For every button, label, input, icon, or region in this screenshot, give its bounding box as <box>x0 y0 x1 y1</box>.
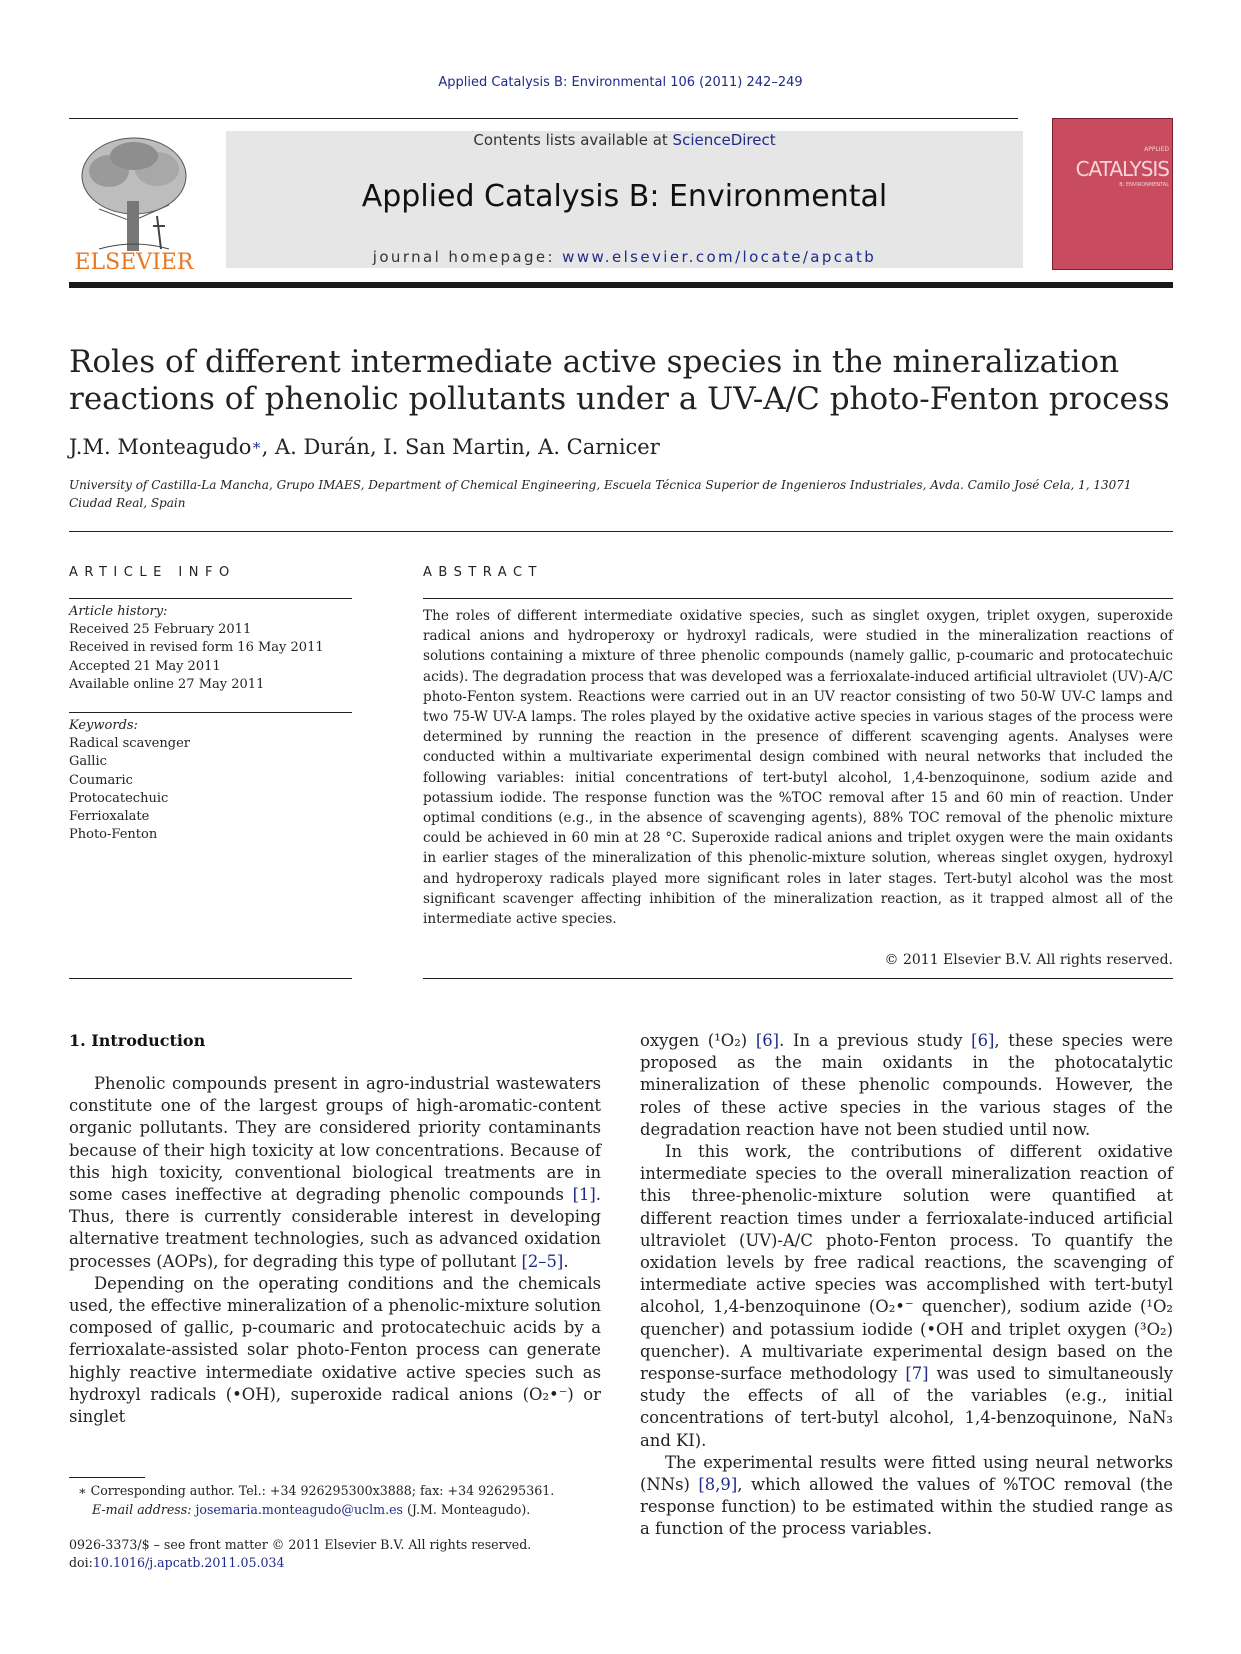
text-run: The experimental results were fitted using neural networks (NNs) <box>640 1452 1173 1495</box>
text-run: , these species were proposed as the main oxidants in the photocatalytic mineralization of these phenolic compounds. However, the roles of these active species in the various stages of the degradation reaction have not been studied until now. <box>640 1031 1173 1139</box>
keyword-item: Photo-Fenton <box>69 827 158 843</box>
history-label: Article history: <box>69 604 168 619</box>
history-online: Available online 27 May 2011 <box>69 676 265 692</box>
header-thick-rule <box>69 282 1173 288</box>
corresponding-author-note <box>78 1482 608 1501</box>
text-run: . <box>563 1251 569 1271</box>
text-run: , which allowed the values of %TOC removal (the response function) to be estimated within the studied range as a function of the process variables. <box>640 1475 1173 1539</box>
journal-banner <box>226 131 1023 268</box>
text-run: In this work, the contributions of different oxidative intermediate species to the overall mineralization reaction of this three-phenolic-mixture solution were quantified at different reaction times under a ferrioxalate-induced artificial ultraviolet (UV)-A/C photo-Fenton process. To quantify the oxidation levels by free radical reactions, the scavenging of intermediate active species was accomplished with tert-butyl alcohol, 1,4-benzoquinone (O₂•⁻ quencher), sodium azide (¹O₂ quencher) and potassium iodide (•OH and triplet oxygen (³O₂) quencher). A multivariate experimental design based on the response-surface methodology <box>640 1142 1173 1384</box>
intro-paragraph-3 <box>640 1030 1173 1141</box>
article-title: Roles of different intermediate active species in the mineralization reactions of phenolic pollutants under a UV-A/C photo-Fenton process <box>69 344 1170 417</box>
header-rule <box>69 118 1018 119</box>
cover-subtitle: B: ENVIRONMENTAL <box>1119 182 1169 188</box>
homepage-link[interactable]: www.elsevier.com/locate/apcatb <box>562 248 877 266</box>
keywords-label: Keywords: <box>69 718 138 733</box>
email-suffix: (J.M. Monteagudo). <box>403 1501 531 1517</box>
citation-link[interactable]: [6] <box>971 1031 995 1050</box>
article-history <box>69 603 352 694</box>
intro-paragraph-5 <box>640 1452 1173 1541</box>
history-received: Received 25 February 2011 <box>69 622 252 638</box>
issn-line: 0926-3373/$ – see front matter © 2011 Elsevier B.V. All rights reserved. <box>69 1537 532 1552</box>
sciencedirect-link[interactable]: ScienceDirect <box>672 131 776 149</box>
footnote-rule <box>69 1477 145 1478</box>
history-accepted: Accepted 21 May 2011 <box>69 658 221 674</box>
keyword-item: Coumaric <box>69 772 133 788</box>
text-run: oxygen (¹O₂) <box>640 1031 756 1050</box>
author-list <box>69 435 1173 459</box>
article-info-heading: ARTICLE INFO <box>69 565 236 580</box>
journal-title: Applied Catalysis B: Environmental <box>361 179 888 214</box>
front-matter <box>69 1536 669 1572</box>
citation-link[interactable]: [6] <box>755 1031 780 1050</box>
citation-link[interactable]: [1] <box>572 1185 596 1205</box>
other-authors: , A. Durán, I. San Martin, A. Carnicer <box>261 435 660 459</box>
corresponding-author-mark[interactable]: ∗ <box>251 436 262 454</box>
article-info-rule <box>69 598 352 599</box>
journal-cover-thumbnail[interactable] <box>1052 118 1173 270</box>
homepage-label: journal homepage: <box>372 248 563 266</box>
section-heading-introduction: 1. Introduction <box>69 1031 206 1050</box>
footnote-text: Corresponding author. Tel.: +34 926295300x3888; fax: +34 926295361. <box>86 1483 555 1498</box>
keyword-item: Gallic <box>69 754 107 770</box>
contents-line <box>226 131 1023 149</box>
citation-link[interactable]: [2–5] <box>521 1251 564 1271</box>
doi-link[interactable]: 10.1016/j.apcatb.2011.05.034 <box>92 1555 285 1570</box>
citation-link[interactable]: [7] <box>905 1364 929 1384</box>
affiliation: University of Castilla-La Mancha, Grupo IMAES, Department of Chemical Engineering, Escuela Técnica Superior de Ingenieros Industriales, Avda. Camilo José Cela, 1, 13071 Ciudad Real, Spain <box>69 478 1132 510</box>
abstract-rule <box>423 598 1173 599</box>
keyword-item: Protocatechuic <box>69 790 169 806</box>
info-end-rule <box>69 978 352 979</box>
section-rule <box>69 531 1173 532</box>
cover-title: CATALYSIS <box>1075 157 1169 181</box>
abstract-heading: ABSTRACT <box>423 565 543 580</box>
footnote <box>78 1482 608 1519</box>
abstract-copyright: © 2011 Elsevier B.V. All rights reserved. <box>884 952 1173 968</box>
doi-label: doi: <box>69 1555 93 1570</box>
keywords-block <box>69 717 352 844</box>
elsevier-logo-text: ELSEVIER <box>74 250 194 275</box>
citation-link[interactable]: [8,9] <box>698 1475 738 1495</box>
footnote-mark: ∗ <box>78 1483 87 1498</box>
body-left-column <box>69 1073 601 1428</box>
text-run: was used to simultaneously study the effects of all of the variables (e.g., initial concentrations of tert-butyl alcohol, 1,4-benzoquinone, NaN₃ and KI). <box>640 1364 1173 1450</box>
email-label: E-mail address: <box>92 1501 196 1517</box>
keywords-rule <box>69 712 352 713</box>
text-run: Phenolic compounds present in agro-industrial wastewaters constitute one of the largest groups of high-aromatic-content organic pollutants. They are considered priority contaminants because of their high toxicity at low concentrations. Because of this high toxicity, conventional biological treatments are in some cases ineffective at degrading phenolic compounds <box>69 1074 601 1205</box>
body-right-column <box>640 1030 1173 1541</box>
journal-reference[interactable]: Applied Catalysis B: Environmental 106 (2011) 242–249 <box>438 75 803 90</box>
first-author: J.M. Monteagudo <box>69 435 252 459</box>
history-revised: Received in revised form 16 May 2011 <box>69 640 324 656</box>
journal-homepage <box>226 248 1023 266</box>
email-note <box>78 1501 608 1520</box>
abstract-text: The roles of different intermediate oxidative species, such as singlet oxygen, triplet oxygen, superoxide radical anions and hydroperoxy or hydroxyl radicals, were studied in the mineralization reactions of solutions containing a mixture of three phenolic compounds (namely gallic, p-coumaric and protocatechuic acids). The degradation process that was developed was a ferrioxalate-induced artificial ultraviolet (UV)-A/C photo-Fenton system. Reactions were carried out in an UV reactor consisting of two 50-W UV-C lamps and two 75-W UV-A lamps. The roles played by the oxidative active species in various stages of the process were determined by running the reaction in the presence of different scavenging agents. Analyses were conducted within a multivariate experimental design combined with neural networks that included the following variables: initial concentrations of tert-butyl alcohol, 1,4-benzoquinone, sodium azide and potassium iodide. The response function was the %TOC removal after 15 and 60 min of reaction. Under optimal conditions (e.g., in the absence of scavenging agents), 88% TOC removal of the phenolic mixture could be achieved in 60 min at 28 °C. Superoxide radical anions and triplet oxygen were the main oxidants in earlier stages of the mineralization of this phenolic-mixture solution, whereas singlet oxygen, hydroxyl and hydroperoxy radicals played more significant roles in later stages. Tert-butyl alcohol was the most significant scavenger affecting inhibition of the mineralization reaction, as it trapped almost all of the intermediate active species. <box>423 608 1173 928</box>
text-run: . Thus, there is currently considerable interest in developing alternative treatment technologies, such as advanced oxidation processes (AOPs), for degrading this type of pollutant <box>69 1185 601 1271</box>
contents-prefix: Contents lists available at <box>473 131 673 149</box>
email-link[interactable]: josemaria.monteagudo@uclm.es <box>195 1501 404 1517</box>
text-run: . In a previous study <box>779 1031 972 1050</box>
abstract-end-rule <box>423 978 1173 979</box>
keyword-item: Ferrioxalate <box>69 809 150 825</box>
intro-paragraph-1 <box>69 1073 601 1273</box>
doi-line <box>69 1554 669 1572</box>
intro-paragraph-2: Depending on the operating conditions and the chemicals used, the effective mineralization of a phenolic-mixture solution composed of gallic, p-coumaric and protocatechuic acids by a ferrioxalate-assisted solar photo-Fenton process can generate highly reactive intermediate oxidative active species such as hydroxyl radicals (•OH), superoxide radical anions (O₂•⁻) or singlet <box>69 1273 601 1427</box>
keyword-item: Radical scavenger <box>69 736 190 752</box>
intro-paragraph-4 <box>640 1141 1173 1452</box>
cover-top-text: APPLIED <box>1144 146 1169 153</box>
